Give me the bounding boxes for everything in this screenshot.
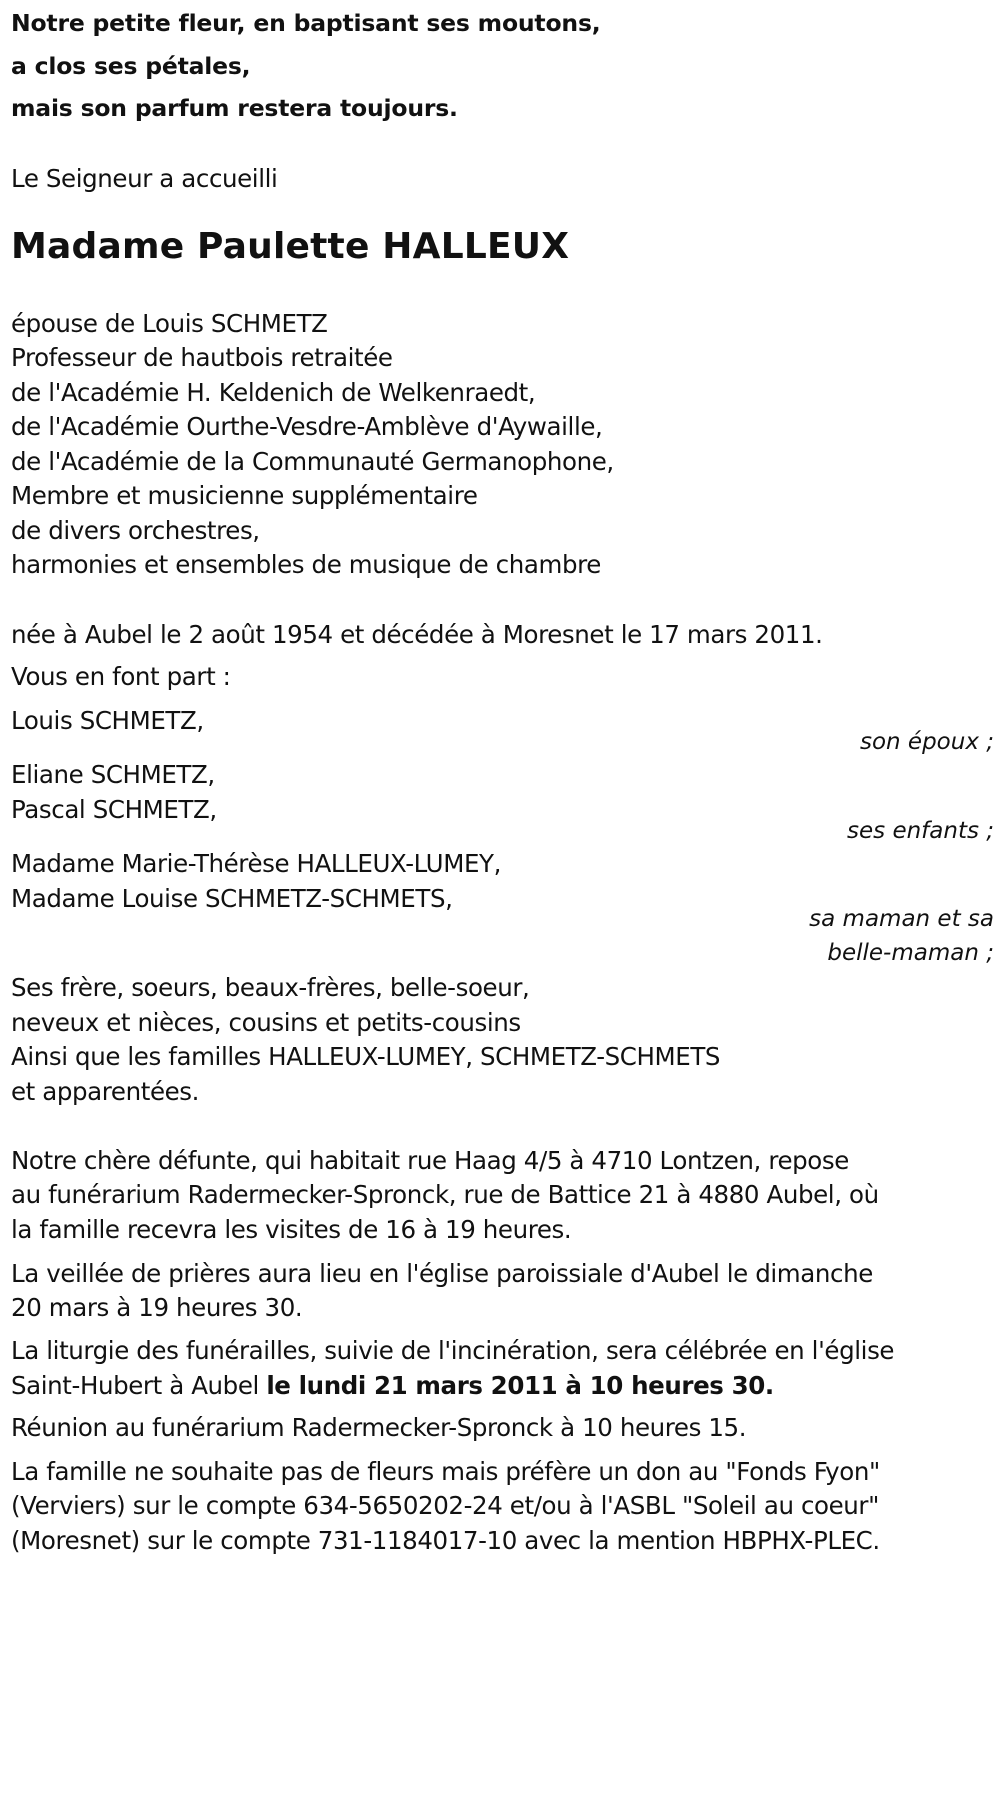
- spouse-name: Louis SCHMETZ,: [11, 706, 204, 735]
- family-others-line: Ainsi que les familles HALLEUX-LUMEY, SCHMETZ-SCHMETS: [11, 1042, 721, 1071]
- repose-line: au funérarium Radermecker-Spronck, rue de Battice 21 à 4880 Aubel, où: [11, 1180, 879, 1209]
- poem-line-3: mais son parfum restera toujours.: [11, 94, 458, 122]
- bio-line: de divers orchestres,: [11, 516, 260, 545]
- bio-line: de l'Académie H. Keldenich de Welkenraedt,: [11, 378, 536, 407]
- bio-line: de l'Académie Ourthe-Vesdre-Amblève d'Aywaille,: [11, 412, 603, 441]
- announce-text: Vous en font part :: [11, 662, 231, 691]
- repose-line: la famille recevra les visites de 16 à 19 heures.: [11, 1215, 572, 1244]
- vigil-line: 20 mars à 19 heures 30.: [11, 1293, 303, 1322]
- mothers-role-line-2: belle-maman ;: [827, 940, 994, 966]
- mother-name: Madame Marie-Thérèse HALLEUX-LUMEY,: [11, 849, 501, 878]
- family-others-line: neveux et nièces, cousins et petits-cousins: [11, 1008, 521, 1037]
- poem-line-2: a clos ses pétales,: [11, 52, 251, 80]
- family-others-line: Ses frère, soeurs, beaux-frères, belle-soeur,: [11, 973, 530, 1002]
- birth-death-dates: née à Aubel le 2 août 1954 et décédée à Moresnet le 17 mars 2011.: [11, 620, 823, 649]
- liturgy-place: Saint-Hubert à Aubel: [11, 1371, 267, 1400]
- poem-line-1: Notre petite fleur, en baptisant ses moutons,: [11, 9, 601, 37]
- donation-line: (Moresnet) sur le compte 731-1184017-10 avec la mention HBPHX-PLEC.: [11, 1526, 880, 1555]
- donation-line: (Verviers) sur le compte 634-5650202-24 et/ou à l'ASBL "Soleil au coeur": [11, 1491, 879, 1520]
- liturgy-line: La liturgie des funérailles, suivie de l'incinération, sera célébrée en l'église: [11, 1336, 895, 1365]
- bio-line: Professeur de hautbois retraitée: [11, 343, 393, 372]
- repose-line: Notre chère défunte, qui habitait rue Haag 4/5 à 4710 Lontzen, repose: [11, 1146, 849, 1175]
- liturgy-line: [11, 1371, 774, 1400]
- mother-in-law-name: Madame Louise SCHMETZ-SCHMETS,: [11, 884, 453, 913]
- mothers-role-line-1: sa maman et sa: [809, 906, 994, 932]
- spouse-role: son époux ;: [859, 729, 994, 755]
- bio-line: épouse de Louis SCHMETZ: [11, 309, 328, 338]
- liturgy-date: le lundi 21 mars 2011 à 10 heures 30.: [266, 1371, 774, 1400]
- bio-line: harmonies et ensembles de musique de chambre: [11, 550, 601, 579]
- vigil-line: La veillée de prières aura lieu en l'église paroissiale d'Aubel le dimanche: [11, 1259, 873, 1288]
- children-role: ses enfants ;: [847, 818, 994, 844]
- donation-line: La famille ne souhaite pas de fleurs mais préfère un don au "Fonds Fyon": [11, 1457, 880, 1486]
- child-name: Pascal SCHMETZ,: [11, 795, 217, 824]
- bio-line: Membre et musicienne supplémentaire: [11, 481, 478, 510]
- intro-text: Le Seigneur a accueilli: [11, 164, 278, 193]
- deceased-name: Madame Paulette HALLEUX: [11, 226, 570, 267]
- child-name: Eliane SCHMETZ,: [11, 760, 215, 789]
- bio-line: de l'Académie de la Communauté Germanophone,: [11, 447, 614, 476]
- family-others-line: et apparentées.: [11, 1077, 200, 1106]
- meeting-text: Réunion au funérarium Radermecker-Spronck à 10 heures 15.: [11, 1413, 747, 1442]
